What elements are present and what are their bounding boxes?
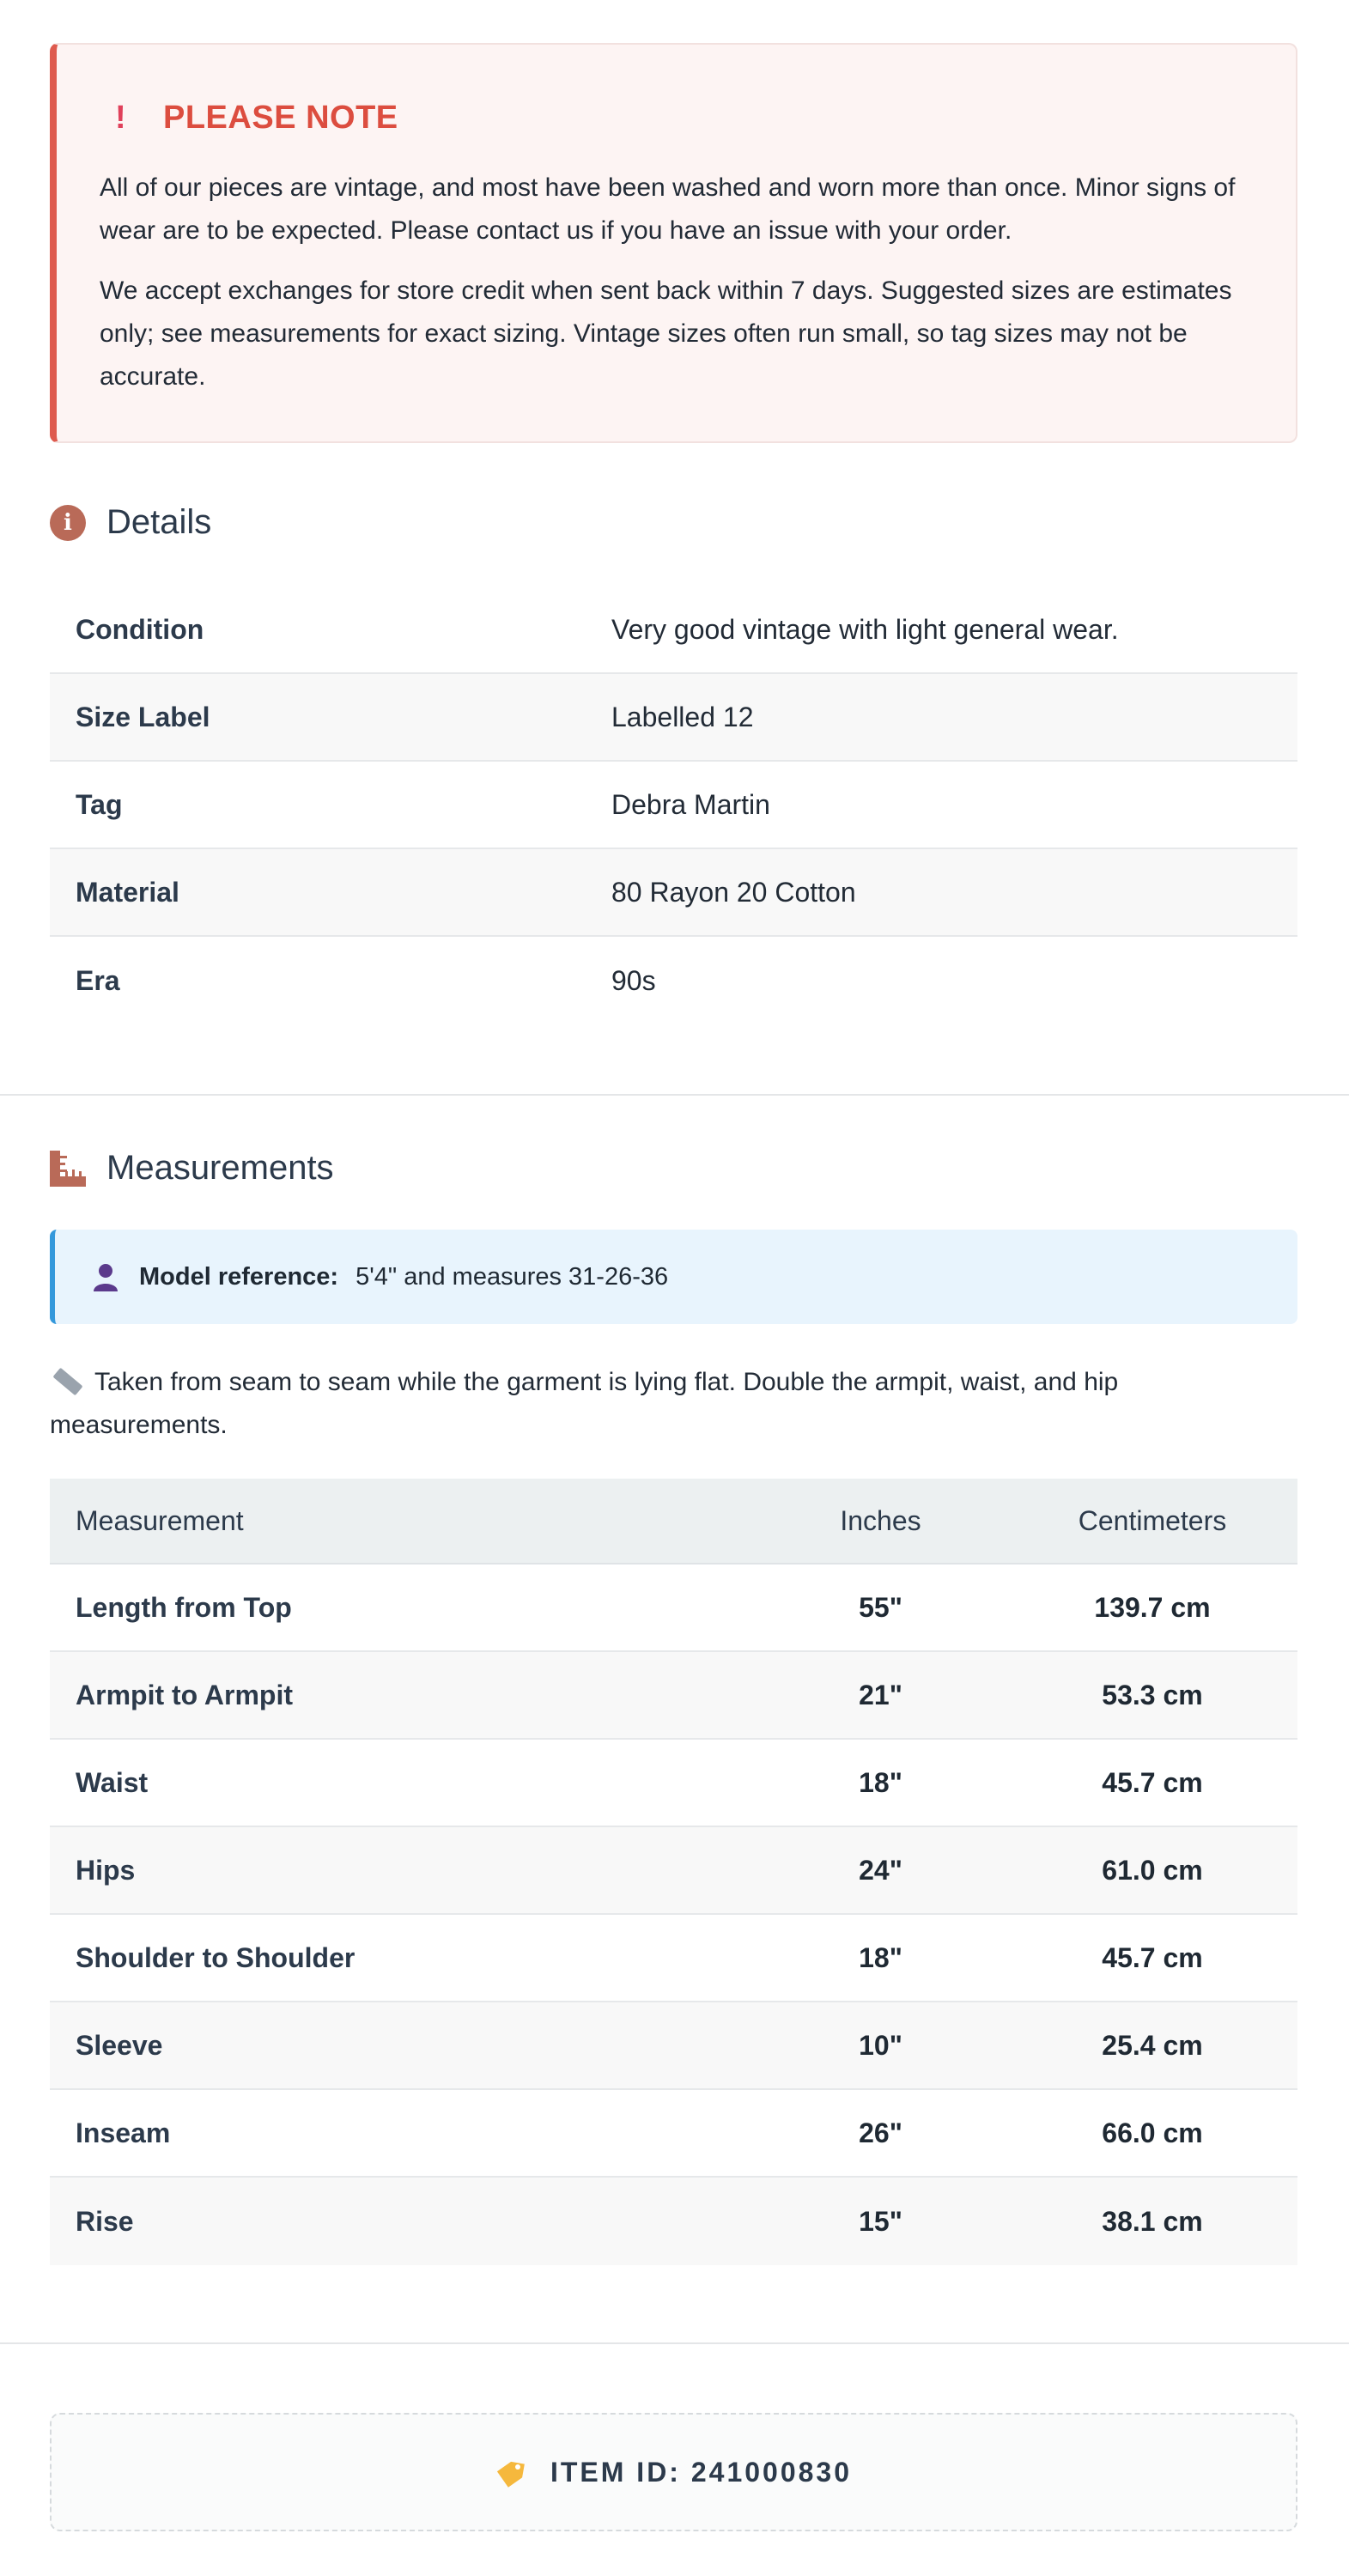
table-row [50, 2002, 1297, 2090]
model-reference-value: 5'4" and measures 31-26-36 [355, 1262, 669, 1291]
measurement-cm: 45.7 cm [1102, 1941, 1203, 1973]
details-table [50, 586, 1297, 1024]
section-divider [0, 1094, 1349, 1096]
model-reference-box [50, 1230, 1297, 1324]
column-header: Inches [840, 1504, 921, 1536]
measurement-inches: 10" [859, 2029, 902, 2061]
table-row [50, 2090, 1297, 2178]
measurement-note-text: Taken from seam to seam while the garment is lying flat. Double the armpit, waist, and hip measurements. [50, 1368, 1119, 1439]
ruler-icon [50, 1151, 86, 1187]
measurements-table [50, 1479, 1297, 2265]
item-id-box [50, 2413, 1297, 2531]
table-row [50, 586, 1297, 674]
column-header: Measurement [76, 1504, 244, 1536]
measurement-name: Inseam [76, 2117, 171, 2148]
measurement-inches: 15" [859, 2205, 902, 2237]
detail-label: Size Label [76, 701, 210, 732]
measurement-inches: 18" [859, 1766, 902, 1798]
detail-value: 80 Rayon 20 Cotton [611, 876, 856, 908]
measurement-name: Armpit to Armpit [76, 1679, 294, 1710]
measurements-heading [50, 1149, 334, 1188]
ruler-icon [52, 1368, 82, 1396]
person-icon [91, 1262, 120, 1291]
measurement-name: Hips [76, 1854, 136, 1886]
table-row [50, 1652, 1297, 1740]
measurements-title: Measurements [106, 1149, 334, 1187]
measurement-cm: 66.0 cm [1102, 2117, 1203, 2148]
measurement-name: Shoulder to Shoulder [76, 1941, 355, 1973]
measurement-inches: 55" [859, 1591, 902, 1623]
details-heading [50, 503, 211, 542]
measurement-name: Rise [76, 2205, 134, 2237]
model-reference-label: Model reference: [139, 1262, 339, 1291]
notice-paragraph: We accept exchanges for store credit when sent back within 7 days. Suggested sizes are estimates only; see measurements for exact sizing. Vintage sizes often run small, so tag sizes may not be accurate. [100, 276, 1232, 391]
measurement-inches: 21" [859, 1679, 902, 1710]
measurement-cm: 53.3 cm [1102, 1679, 1203, 1710]
measurement-cm: 25.4 cm [1102, 2029, 1203, 2061]
table-row [50, 937, 1297, 1024]
table-row [50, 1564, 1297, 1652]
measurement-cm: 45.7 cm [1102, 1766, 1203, 1798]
measurement-cm: 38.1 cm [1102, 2205, 1203, 2237]
measurement-inches: 26" [859, 2117, 902, 2148]
measurement-name: Waist [76, 1766, 149, 1798]
table-row [50, 2178, 1297, 2265]
detail-value: Debra Martin [611, 788, 770, 820]
table-row [50, 849, 1297, 937]
measurement-note [50, 1361, 1269, 1447]
detail-value: Very good vintage with light general wear. [611, 613, 1119, 645]
detail-label: Material [76, 876, 179, 908]
info-icon: i [50, 505, 86, 541]
measurement-cm: 139.7 cm [1094, 1591, 1211, 1623]
measurement-name: Sleeve [76, 2029, 163, 2061]
tag-icon [495, 2457, 526, 2488]
table-row [50, 1827, 1297, 1915]
detail-value: Labelled 12 [611, 701, 754, 732]
notice-title: PLEASE NOTE [163, 99, 398, 136]
notice-paragraph: All of our pieces are vintage, and most have been washed and worn more than once. Minor signs of wear are to be expected. Please contact us if you have an issue with your order. [100, 173, 1236, 245]
detail-label: Tag [76, 788, 123, 820]
detail-label: Era [76, 964, 120, 996]
detail-label: Condition [76, 613, 204, 645]
table-header [50, 1479, 1297, 1564]
detail-value: 90s [611, 964, 656, 996]
measurement-inches: 24" [859, 1854, 902, 1886]
section-divider [0, 2342, 1349, 2344]
exclamation-icon: ! [115, 99, 126, 136]
table-row [50, 1915, 1297, 2002]
details-title: Details [106, 503, 212, 541]
table-row [50, 674, 1297, 762]
measurement-cm: 61.0 cm [1102, 1854, 1203, 1886]
column-header: Centimeters [1078, 1504, 1227, 1536]
notice-header [100, 88, 1251, 148]
item-id-text: ITEM ID: 241000830 [550, 2456, 853, 2488]
measurement-name: Length from Top [76, 1591, 292, 1623]
table-row [50, 762, 1297, 849]
please-note-box [50, 43, 1297, 443]
table-row [50, 1740, 1297, 1827]
measurement-inches: 18" [859, 1941, 902, 1973]
table-body [50, 1564, 1297, 2265]
